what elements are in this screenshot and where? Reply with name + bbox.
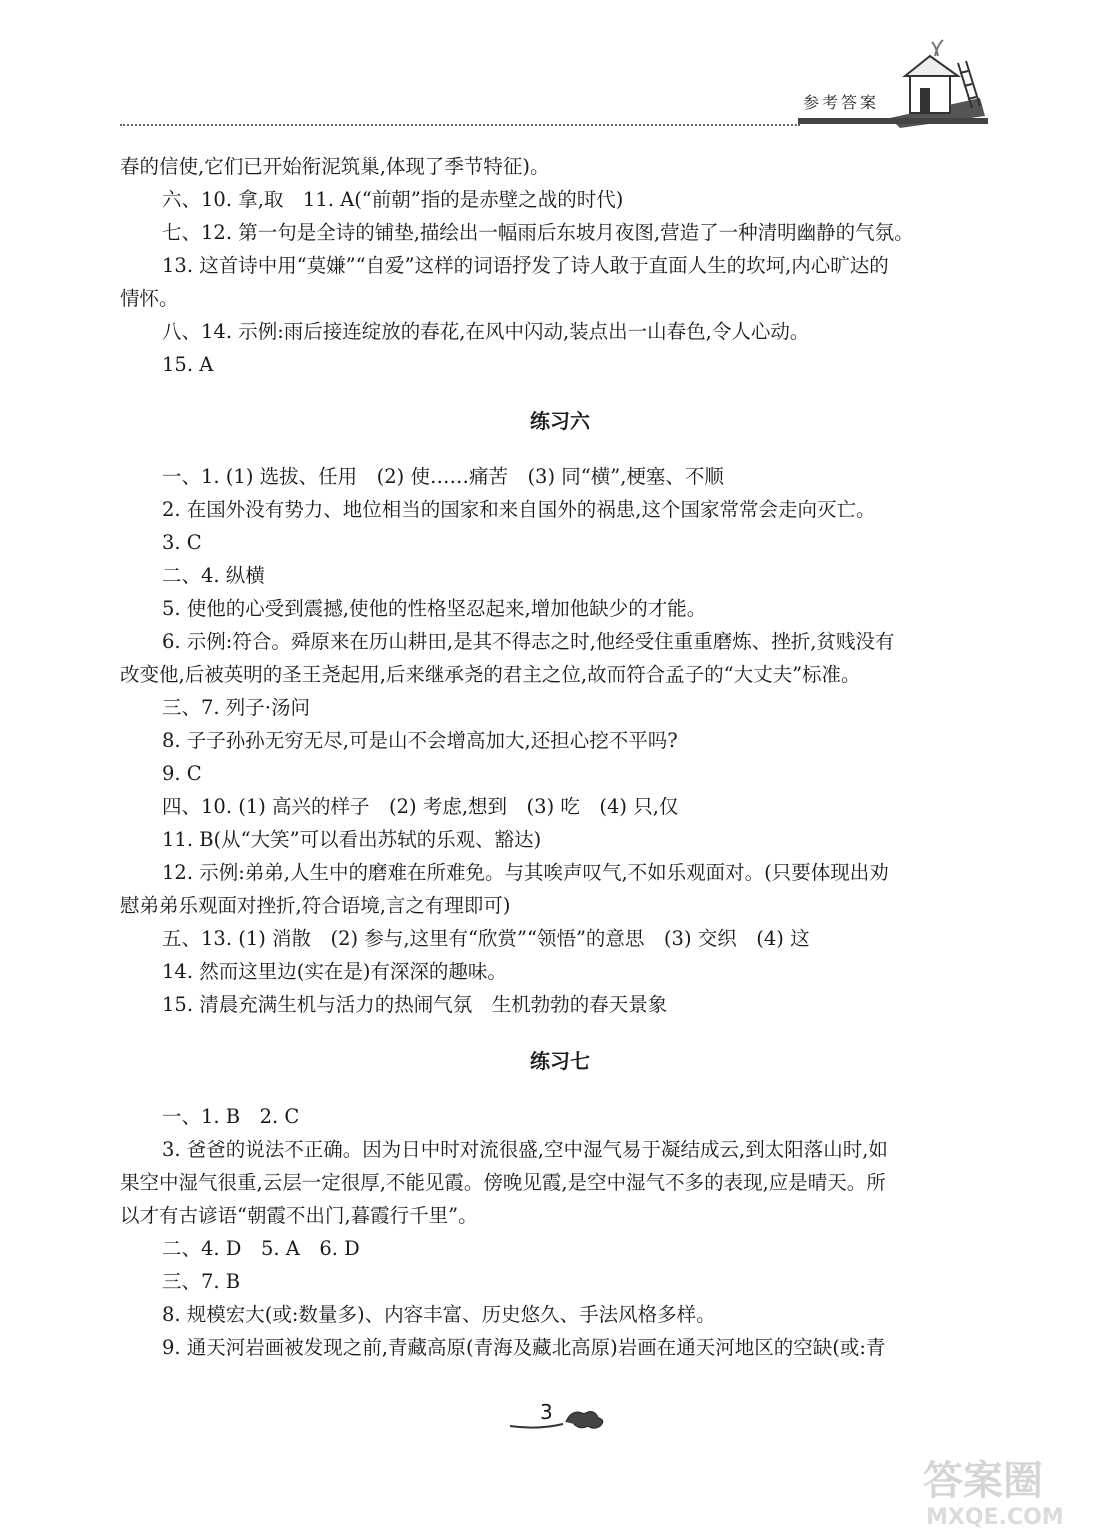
header-dotted-rule	[120, 124, 800, 126]
header-solid-rule	[798, 118, 988, 124]
text-line: 八、14. 示例:雨后接连绽放的春花,在风中闪动,装点出一山春色,令人心动。	[162, 320, 810, 343]
text-line: 3. C	[162, 531, 202, 554]
text-line: 12. 示例:弟弟,人生中的磨难在所难免。与其唉声叹气,不如乐观面对。(只要体现出劝	[162, 861, 889, 884]
text-line: 15. 清晨充满生机与活力的热闹气氛 生机勃勃的春天景象	[162, 993, 668, 1016]
house-book-icon	[880, 28, 990, 128]
text-line: 8. 子子孙孙无穷无尽,可是山不会增高加大,还担心挖不平吗?	[162, 729, 678, 752]
svg-text:答案圈: 答案圈	[923, 1458, 1043, 1504]
text-line: 春的信使,它们已开始衔泥筑巢,体现了季节特征)。	[120, 155, 550, 178]
text-line: 5. 使他的心受到震撼,使他的性格坚忍起来,增加他缺少的才能。	[162, 597, 707, 620]
text-line: 3. 爸爸的说法不正确。因为日中时对流很盛,空中湿气易于凝结成云,到太阳落山时,如	[162, 1138, 888, 1161]
section-title-6: 练习六	[530, 409, 590, 433]
text-line: 慰弟弟乐观面对挫折,符合语境,言之有理即可)	[120, 894, 511, 917]
text-line: 五、13. (1) 消散 (2) 参与,这里有“欣赏”“领悟”的意思 (3) 交织 (4) 这	[162, 927, 810, 950]
text-line: 9. 通天河岩画被发现之前,青藏高原(青海及藏北高原)岩画在通天河地区的空缺(或:青	[162, 1336, 886, 1359]
text-line: 情怀。	[120, 287, 179, 310]
text-line: 二、4. 纵横	[162, 564, 265, 587]
text-line: 果空中湿气很重,云层一定很厚,不能见霞。傍晚见霞,是空中湿气不多的表现,应是晴天。所	[120, 1171, 886, 1194]
text-line: 七、12. 第一句是全诗的铺垫,描绘出一幅雨后东坡月夜图,营造了一种清明幽静的气氛。	[162, 221, 914, 244]
cloud-swirl-icon	[508, 1404, 608, 1432]
header-label: 参考答案	[803, 93, 880, 112]
text-line: 一、1. (1) 选拔、任用 (2) 使……痛苦 (3) 同“横”,梗塞、不顺	[162, 465, 724, 488]
text-line: 14. 然而这里边(实在是)有深深的趣味。	[162, 960, 507, 983]
text-line: 11. B(从“大笑”可以看出苏轼的乐观、豁达)	[162, 828, 542, 851]
text-line: 一、1. B 2. C	[162, 1105, 300, 1128]
text-line: 三、7. B	[162, 1270, 241, 1293]
page-number: 3	[540, 1400, 553, 1424]
text-line: 2. 在国外没有势力、地位相当的国家和来自国外的祸患,这个国家常常会走向灭亡。	[162, 498, 876, 521]
text-line: 六、10. 拿,取 11. A(“前朝”指的是赤壁之战的时代)	[162, 188, 624, 211]
text-line: 15. A	[162, 353, 214, 376]
section-title-7: 练习七	[530, 1049, 590, 1073]
text-line: 6. 示例:符合。舜原来在历山耕田,是其不得志之时,他经受住重重磨炼、挫折,贫贱没有	[162, 630, 895, 653]
text-line: 三、7. 列子·汤问	[162, 696, 311, 719]
text-line: 二、4. D 5. A 6. D	[162, 1237, 360, 1260]
watermark-logo	[918, 1452, 1098, 1532]
text-line: 改变他,后被英明的圣王尧起用,后来继承尧的君主之位,故而符合孟子的“大丈夫”标准。	[120, 663, 861, 686]
page-header	[0, 0, 1105, 135]
answer-content	[120, 150, 1000, 1364]
text-line: 13. 这首诗中用“莫嫌”“自爱”这样的词语抒发了诗人敢于直面人生的坎坷,内心旷达的	[162, 254, 889, 277]
text-line: 9. C	[162, 762, 202, 785]
text-line: 以才有古谚语“朝霞不出门,暮霞行千里”。	[120, 1204, 478, 1227]
text-line: 四、10. (1) 高兴的样子 (2) 考虑,想到 (3) 吃 (4) 只,仅	[162, 795, 679, 818]
text-line: 8. 规模宏大(或:数量多)、内容丰富、历史悠久、手法风格多样。	[162, 1303, 716, 1326]
svg-text:MXQE.COM: MXQE.COM	[926, 1505, 1064, 1530]
